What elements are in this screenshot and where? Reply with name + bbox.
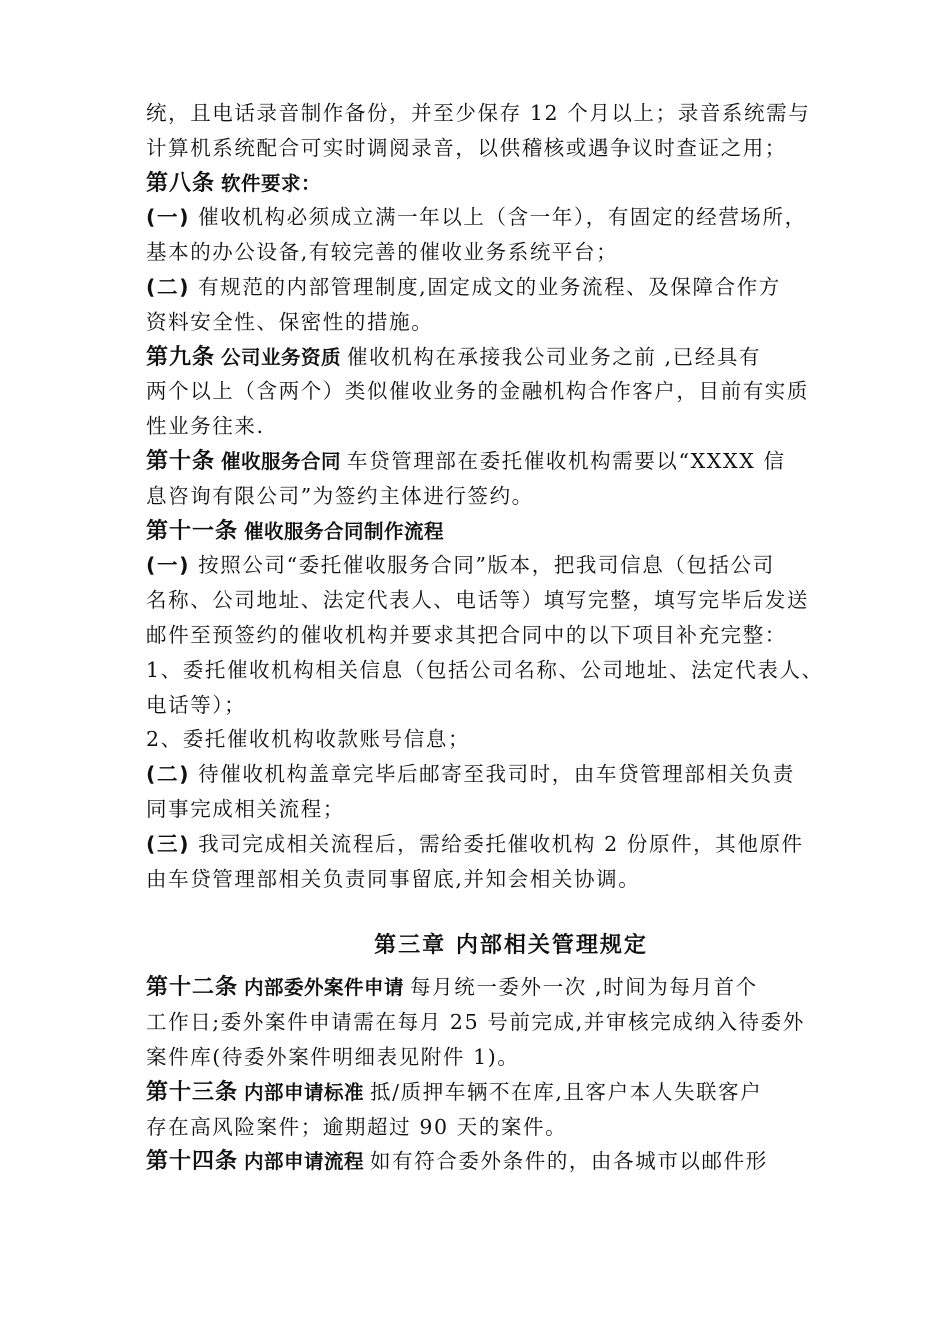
article-title: 催收服务合同制作流程 [244, 519, 445, 543]
chapter-heading: 第三章 内部相关管理规定 [374, 933, 648, 959]
text-line: 名称、公司地址、法定代表人、电话等）填写完整，填写完毕后发送 [146, 588, 809, 613]
text-line: 资料安全性、保密性的措施。 [146, 309, 434, 334]
text-line: 存在高风险案件；逾期超过 90 天的案件。 [146, 1114, 568, 1139]
article-number: 第十三条 [146, 1079, 239, 1105]
article-14 [146, 1144, 836, 1179]
article-number: 第八条 [146, 170, 216, 196]
item-text: 有规范的内部管理制度,固定成文的业务流程、及保障合作方 [198, 274, 781, 299]
text-line: 统，且电话录音制作备份，并至少保存 12 个月以上；录音系统需与 [146, 101, 811, 125]
document-body [146, 96, 836, 1179]
article-10 [146, 444, 836, 479]
text-line: 基本的办公设备,有较完善的催收业务系统平台； [146, 240, 619, 265]
text-line: 由车贷管理部相关负责同事留底,并知会相关协调。 [146, 866, 641, 891]
item-number: (一) [146, 205, 191, 230]
text-line: 计算机系统配合可实时调阅录音，以供稽核或遇争议时查证之用； [146, 135, 787, 160]
text-line: 工作日;委外案件申请需在每月 25 号前完成,并审核完成纳入待委外 [146, 1010, 805, 1035]
article-number: 第十一条 [146, 518, 239, 544]
article-number: 第十二条 [146, 975, 239, 1001]
article-9 [146, 340, 836, 375]
list-item [146, 270, 836, 305]
article-text: 催收机构在承接我公司业务之前 ,已经具有 [347, 344, 762, 369]
item-text: 待催收机构盖章完毕后邮寄至我司时，由车贷管理部相关负责 [198, 762, 795, 787]
text-line: 电话等）； [146, 692, 247, 717]
article-text: 抵/质押车辆不在库,且客户本人失联客户 [370, 1079, 763, 1104]
list-item [146, 827, 836, 862]
text-line: 邮件至预签约的催收机构并要求其把合同中的以下项目补充完整： [146, 622, 787, 647]
list-item [146, 548, 836, 583]
text-line: 两个以上（含两个）类似催收业务的金融机构合作客户，目前有实质 [146, 379, 809, 404]
text-line: 同事完成相关流程； [146, 796, 345, 821]
list-item [146, 200, 836, 235]
item-number: (三) [146, 831, 191, 856]
text-line: 息咨询有限公司”为签约主体进行签约。 [146, 483, 534, 508]
text-line: 案件库(待委外案件明细表见附件 1)。 [146, 1044, 520, 1069]
text-line: 2、委托催收机构收款账号信息； [146, 727, 471, 752]
item-number: (二) [146, 762, 191, 787]
article-title: 内部委外案件申请 [244, 976, 405, 1000]
text-line: 性业务往来. [146, 414, 265, 439]
article-title: 内部申请流程 [244, 1150, 365, 1174]
item-number: (一) [146, 553, 191, 578]
article-text: 车贷管理部在委托催收机构需要以“XXXX 信 [347, 448, 786, 473]
article-8-heading [146, 166, 836, 201]
article-text: 每月统一委外一次 ,时间为每月首个 [410, 975, 758, 1000]
item-number: (二) [146, 274, 191, 299]
article-number: 第九条 [146, 344, 216, 370]
article-11-heading [146, 514, 836, 549]
text-line: 1、委托催收机构相关信息（包括公司名称、公司地址、法定代表人、 [146, 657, 824, 682]
article-number: 第十条 [146, 448, 216, 474]
item-text: 催收机构必须成立满一年以上（含一年），有固定的经营场所， [198, 205, 807, 230]
item-text: 按照公司“委托催收服务合同”版本，把我司信息（包括公司 [198, 553, 775, 578]
article-title: 公司业务资质 [221, 345, 342, 369]
article-title: 催收服务合同 [221, 449, 342, 473]
article-title: 内部申请标准 [244, 1080, 365, 1104]
article-number: 第十四条 [146, 1149, 239, 1175]
article-12 [146, 970, 836, 1005]
article-13 [146, 1075, 836, 1110]
article-text: 如有符合委外条件的，由各城市以邮件形 [370, 1149, 768, 1174]
article-title: 软件要求： [221, 171, 322, 195]
item-text: 我司完成相关流程后，需给委托催收机构 2 份原件，其他原件 [198, 831, 804, 856]
list-item [146, 757, 836, 792]
